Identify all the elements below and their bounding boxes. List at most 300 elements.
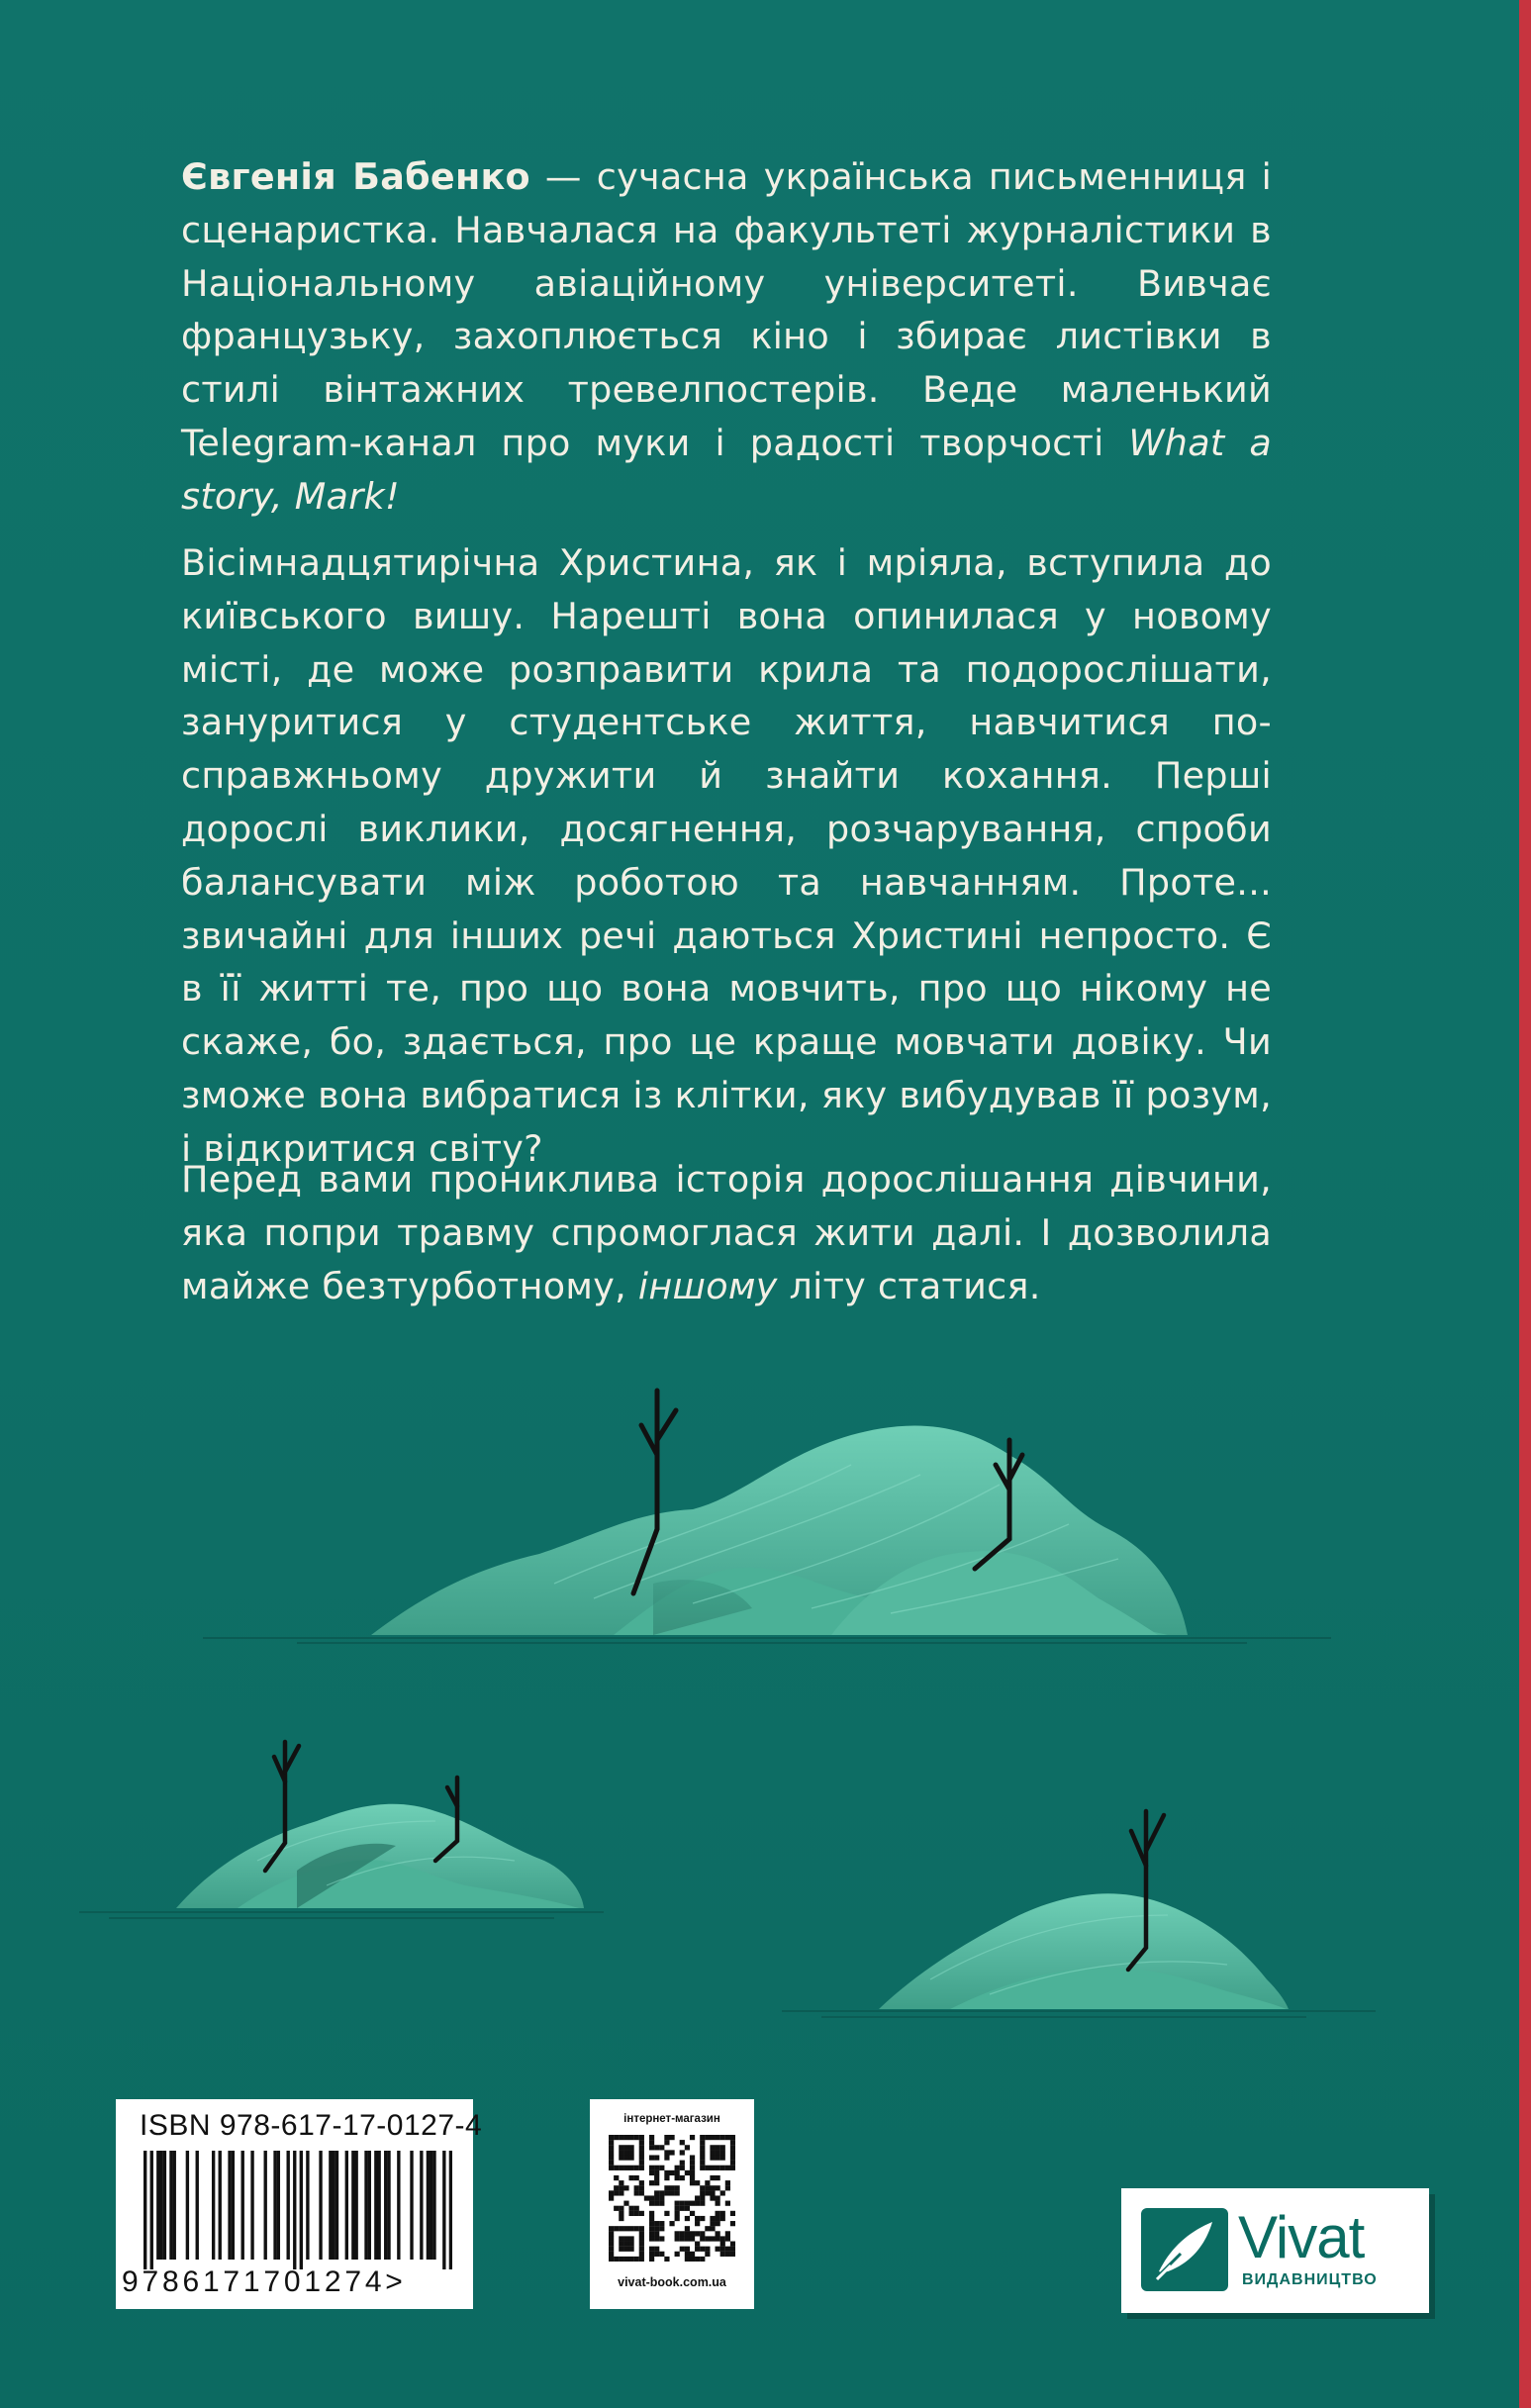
qr-module — [725, 2252, 730, 2257]
isbn-label: ISBN 978-617-17-0127-4 — [140, 2109, 483, 2142]
qr-module — [685, 2206, 690, 2211]
barcode-bar — [196, 2151, 199, 2260]
qr-module — [725, 2180, 730, 2185]
qr-module — [700, 2140, 705, 2145]
barcode-bar — [345, 2151, 348, 2260]
qr-module — [685, 2216, 690, 2221]
qr-module — [654, 2175, 659, 2180]
qr-module — [609, 2257, 614, 2262]
qr-module — [639, 2226, 644, 2231]
qr-module — [675, 2211, 680, 2216]
qr-module — [664, 2170, 669, 2175]
qr-module — [695, 2180, 700, 2185]
barcode-bar — [430, 2151, 432, 2260]
feather-logo-icon — [1141, 2208, 1228, 2291]
qr-module — [609, 2190, 614, 2195]
qr-module — [609, 2135, 614, 2140]
qr-module — [649, 2180, 654, 2185]
barcode-bar — [351, 2151, 354, 2260]
qr-module — [725, 2247, 730, 2252]
qr-module — [623, 2135, 628, 2140]
qr-module — [639, 2135, 644, 2140]
qr-module — [680, 2175, 685, 2180]
qr-module — [628, 2206, 633, 2211]
qr-module — [639, 2150, 644, 2155]
qr-module — [685, 2252, 690, 2257]
qr-module — [720, 2166, 725, 2170]
qr-module — [695, 2257, 700, 2262]
barcode-bar — [186, 2151, 189, 2260]
qr-module — [725, 2185, 730, 2190]
qr-module — [628, 2226, 633, 2231]
qr-module — [700, 2155, 705, 2160]
qr-module — [654, 2180, 659, 2185]
qr-module — [730, 2161, 735, 2166]
qr-module — [720, 2190, 725, 2195]
qr-module — [690, 2135, 695, 2140]
qr-module — [649, 2247, 654, 2252]
qr-module — [634, 2226, 639, 2231]
qr-module — [623, 2201, 628, 2206]
qr-module — [623, 2166, 628, 2170]
qr-module — [710, 2216, 715, 2221]
qr-module — [700, 2185, 705, 2190]
qr-module — [628, 2135, 633, 2140]
qr-module — [639, 2140, 644, 2145]
qr-top-label: інтернет-магазин — [623, 2113, 720, 2125]
qr-module — [619, 2211, 623, 2216]
qr-module — [659, 2226, 664, 2231]
qr-module — [690, 2155, 695, 2160]
qr-module — [710, 2135, 715, 2140]
qr-module — [628, 2211, 633, 2216]
qr-module — [614, 2185, 619, 2190]
qr-module — [716, 2195, 720, 2200]
qr-module — [720, 2252, 725, 2257]
qr-module — [649, 2257, 654, 2262]
barcode-bar — [273, 2151, 276, 2260]
qr-module — [664, 2211, 669, 2216]
barcode-bar — [264, 2151, 267, 2260]
qr-module — [716, 2201, 720, 2206]
qr-module — [695, 2247, 700, 2252]
qr-module — [659, 2190, 664, 2195]
qr-module — [675, 2185, 680, 2190]
qr-module — [716, 2211, 720, 2216]
barcode-bar — [287, 2151, 290, 2260]
qr-module — [639, 2211, 644, 2216]
qr-module — [614, 2135, 619, 2140]
qr-module — [623, 2155, 628, 2160]
qr-module — [628, 2247, 633, 2252]
qr-module — [614, 2206, 619, 2211]
qr-module — [720, 2247, 725, 2252]
qr-module — [680, 2166, 685, 2170]
qr-module — [725, 2201, 730, 2206]
qr-module — [710, 2166, 715, 2170]
qr-module — [716, 2145, 720, 2150]
qr-module — [695, 2195, 700, 2200]
qr-code-box[interactable] — [590, 2099, 754, 2309]
qr-module — [700, 2195, 705, 2200]
barcode-bar — [374, 2151, 377, 2260]
qr-module — [609, 2161, 614, 2166]
qr-module — [669, 2150, 674, 2155]
qr-module — [628, 2242, 633, 2247]
barcode-bar — [329, 2151, 332, 2260]
qr-module — [716, 2247, 720, 2252]
qr-module — [649, 2211, 654, 2216]
qr-module — [680, 2206, 685, 2211]
qr-module — [716, 2175, 720, 2180]
qr-module — [716, 2135, 720, 2140]
barcode-bar — [241, 2151, 244, 2260]
qr-module — [710, 2226, 715, 2231]
channel-name: What a story, Mark! — [181, 421, 1273, 518]
qr-module — [685, 2226, 690, 2231]
qr-module — [649, 2226, 654, 2231]
qr-module — [700, 2236, 705, 2241]
teaser-text-start: Перед вами прониклива історія дорослішання дівчини, яка попри травму спромоглася жити далі. І дозволила майже безтурботному, — [181, 1158, 1272, 1307]
qr-module — [680, 2247, 685, 2252]
barcode-bar — [293, 2151, 296, 2269]
barcode-bar — [387, 2151, 390, 2260]
qr-module — [705, 2166, 710, 2170]
qr-module — [710, 2150, 715, 2155]
qr-module — [700, 2161, 705, 2166]
qr-module — [675, 2166, 680, 2170]
qr-module — [720, 2145, 725, 2150]
qr-module — [628, 2145, 633, 2150]
qr-module — [639, 2231, 644, 2236]
barcode-bar — [354, 2151, 357, 2260]
qr-module — [664, 2257, 669, 2262]
qr-module — [609, 2140, 614, 2145]
qr-module — [720, 2211, 725, 2216]
qr-module — [644, 2195, 649, 2200]
qr-module — [639, 2247, 644, 2252]
qr-module — [614, 2166, 619, 2170]
qr-module — [619, 2226, 623, 2231]
qr-module — [680, 2201, 685, 2206]
qr-module — [609, 2226, 614, 2231]
barcode-bar — [442, 2151, 445, 2269]
qr-module — [623, 2150, 628, 2155]
qr-module — [730, 2211, 735, 2216]
barcode-bar — [156, 2151, 159, 2260]
qr-module — [675, 2236, 680, 2241]
qr-module — [710, 2145, 715, 2150]
qr-module — [675, 2190, 680, 2195]
barcode-bar — [384, 2151, 387, 2260]
qr-module — [639, 2242, 644, 2247]
qr-module — [639, 2161, 644, 2166]
qr-module — [623, 2226, 628, 2231]
qr-module — [609, 2247, 614, 2252]
barcode-bar — [300, 2151, 303, 2269]
qr-module — [649, 2166, 654, 2170]
qr-module — [649, 2155, 654, 2160]
barcode — [144, 2151, 452, 2269]
qr-module — [649, 2231, 654, 2236]
qr-module — [716, 2236, 720, 2241]
qr-module — [690, 2161, 695, 2166]
qr-module — [700, 2190, 705, 2195]
qr-module — [634, 2166, 639, 2170]
qr-module — [690, 2231, 695, 2236]
qr-module — [609, 2145, 614, 2150]
qr-module — [710, 2236, 715, 2241]
qr-module — [685, 2145, 690, 2150]
qr-module — [690, 2211, 695, 2216]
barcode-bar — [232, 2151, 235, 2260]
qr-module — [619, 2257, 623, 2262]
qr-module — [654, 2236, 659, 2241]
qr-module — [720, 2236, 725, 2241]
qr-module — [649, 2145, 654, 2150]
qr-module — [614, 2257, 619, 2262]
qr-module — [639, 2190, 644, 2195]
qr-module — [649, 2135, 654, 2140]
barcode-bar — [228, 2151, 231, 2260]
qr-module — [730, 2140, 735, 2145]
barcode-bar — [159, 2151, 162, 2260]
qr-module — [609, 2252, 614, 2257]
qr-module — [710, 2221, 715, 2226]
qr-module — [675, 2175, 680, 2180]
qr-module — [669, 2190, 674, 2195]
qr-module — [680, 2150, 685, 2155]
qr-module — [649, 2252, 654, 2257]
qr-module — [690, 2252, 695, 2257]
qr-module — [654, 2252, 659, 2257]
qr-module — [716, 2166, 720, 2170]
qr-module — [619, 2216, 623, 2221]
qr-module — [700, 2231, 705, 2236]
qr-module — [609, 2231, 614, 2236]
bio-text: — сучасна українська письменниця і сценаристка. Навчалася на факультеті журналістики в Національному авіаційному університеті. Вивчає французьку, захоплюється кіно і збирає листівки в стилі вінтажних тревелпостерів. Веде маленький Telegram-канал про муки і радості творчості — [181, 155, 1273, 464]
qr-module — [716, 2231, 720, 2236]
qr-module — [710, 2155, 715, 2160]
qr-module — [649, 2216, 654, 2221]
qr-module — [654, 2247, 659, 2252]
qr-module — [685, 2257, 690, 2262]
qr-module — [639, 2252, 644, 2257]
qr-module — [720, 2155, 725, 2160]
qr-module — [639, 2185, 644, 2190]
qr-module — [614, 2175, 619, 2180]
qr-module — [680, 2236, 685, 2241]
large-hill — [371, 1391, 1188, 1635]
qr-module — [664, 2140, 669, 2145]
qr-module — [654, 2166, 659, 2170]
qr-module — [730, 2247, 735, 2252]
qr-module — [700, 2145, 705, 2150]
qr-module — [710, 2190, 715, 2195]
qr-module — [700, 2135, 705, 2140]
qr-module — [619, 2190, 623, 2195]
qr-module — [654, 2170, 659, 2175]
qr-module — [716, 2155, 720, 2160]
qr-module — [730, 2145, 735, 2150]
qr-module — [664, 2135, 669, 2140]
qr-code[interactable] — [609, 2135, 735, 2262]
barcode-bar — [449, 2151, 452, 2269]
qr-module — [619, 2180, 623, 2185]
qr-module — [705, 2190, 710, 2195]
qr-module — [623, 2242, 628, 2247]
qr-module — [680, 2231, 685, 2236]
qr-module — [639, 2145, 644, 2150]
small-hill-left — [176, 1742, 584, 1908]
qr-module — [649, 2201, 654, 2206]
qr-module — [669, 2185, 674, 2190]
isbn-barcode-box — [116, 2099, 483, 2309]
qr-module — [634, 2185, 639, 2190]
qr-module — [623, 2185, 628, 2190]
qr-module — [634, 2206, 639, 2211]
qr-module — [628, 2155, 633, 2160]
qr-module — [623, 2257, 628, 2262]
qr-module — [669, 2135, 674, 2140]
qr-module — [634, 2190, 639, 2195]
qr-module — [675, 2216, 680, 2221]
qr-module — [649, 2221, 654, 2226]
qr-module — [690, 2175, 695, 2180]
qr-module — [700, 2247, 705, 2252]
qr-module — [669, 2221, 674, 2226]
barcode-bar — [335, 2151, 338, 2260]
qr-module — [695, 2221, 700, 2226]
qr-module — [628, 2236, 633, 2241]
barcode-bar — [250, 2151, 253, 2260]
barcode-bar — [377, 2151, 380, 2260]
qr-module — [659, 2145, 664, 2150]
qr-module — [725, 2135, 730, 2140]
qr-module — [619, 2236, 623, 2241]
qr-module — [700, 2257, 705, 2262]
qr-module — [675, 2252, 680, 2257]
qr-module — [614, 2190, 619, 2195]
qr-module — [628, 2166, 633, 2170]
qr-module — [730, 2150, 735, 2155]
barcode-bar — [420, 2151, 423, 2260]
qr-module — [619, 2135, 623, 2140]
qr-module — [690, 2257, 695, 2262]
qr-module — [639, 2155, 644, 2160]
qr-module — [654, 2221, 659, 2226]
qr-module — [675, 2231, 680, 2236]
qr-module — [659, 2221, 664, 2226]
qr-module — [609, 2242, 614, 2247]
barcode-bar — [397, 2151, 400, 2260]
qr-module — [685, 2201, 690, 2206]
qr-module — [614, 2226, 619, 2231]
qr-module — [685, 2231, 690, 2236]
qr-module — [654, 2201, 659, 2206]
qr-module — [619, 2206, 623, 2211]
qr-module — [730, 2155, 735, 2160]
qr-module — [634, 2135, 639, 2140]
qr-module — [725, 2166, 730, 2170]
barcode-bar — [427, 2151, 430, 2260]
qr-module — [628, 2150, 633, 2155]
qr-module — [695, 2201, 700, 2206]
qr-module — [730, 2252, 735, 2257]
qr-module — [619, 2166, 623, 2170]
qr-module — [690, 2170, 695, 2175]
qr-module — [720, 2242, 725, 2247]
qr-url-label: vivat-book.com.ua — [618, 2275, 726, 2289]
qr-module — [685, 2247, 690, 2252]
qr-module — [649, 2195, 654, 2200]
qr-module — [623, 2145, 628, 2150]
barcode-bar — [319, 2151, 322, 2260]
qr-module — [664, 2190, 669, 2195]
qr-module — [730, 2166, 735, 2170]
qr-module — [730, 2221, 735, 2226]
qr-module — [690, 2201, 695, 2206]
qr-module — [634, 2257, 639, 2262]
qr-module — [700, 2166, 705, 2170]
qr-module — [705, 2236, 710, 2241]
qr-module — [664, 2175, 669, 2180]
qr-module — [659, 2195, 664, 2200]
qr-module — [659, 2236, 664, 2241]
barcode-bar — [173, 2151, 176, 2260]
barcode-bar — [410, 2151, 413, 2260]
qr-module — [710, 2175, 715, 2180]
qr-module — [730, 2135, 735, 2140]
qr-module — [639, 2166, 644, 2170]
qr-module — [720, 2216, 725, 2221]
barcode-bar — [144, 2151, 146, 2269]
qr-module — [705, 2226, 710, 2231]
qr-module — [654, 2195, 659, 2200]
small-hill-right — [879, 1811, 1289, 2009]
qr-module — [705, 2180, 710, 2185]
qr-module — [680, 2140, 685, 2145]
qr-module — [609, 2155, 614, 2160]
qr-module — [628, 2175, 633, 2180]
qr-module — [664, 2155, 669, 2160]
qr-module — [720, 2135, 725, 2140]
qr-module — [730, 2242, 735, 2247]
barcode-bar — [150, 2151, 153, 2269]
qr-module — [690, 2236, 695, 2241]
qr-module — [619, 2150, 623, 2155]
qr-module — [664, 2150, 669, 2155]
qr-module — [649, 2170, 654, 2175]
qr-module — [619, 2145, 623, 2150]
qr-module — [649, 2236, 654, 2241]
barcode-bar — [219, 2151, 222, 2260]
qr-module — [669, 2170, 674, 2175]
qr-module — [649, 2140, 654, 2145]
barcode-bar — [277, 2151, 280, 2260]
qr-module — [695, 2231, 700, 2236]
qr-module — [609, 2195, 614, 2200]
qr-module — [690, 2166, 695, 2170]
qr-module — [705, 2185, 710, 2190]
qr-module — [716, 2216, 720, 2221]
barcode-bar — [368, 2151, 371, 2260]
qr-module — [619, 2247, 623, 2252]
publisher-logo-box — [1121, 2188, 1429, 2313]
qr-module — [695, 2216, 700, 2221]
qr-module — [654, 2145, 659, 2150]
qr-module — [639, 2257, 644, 2262]
